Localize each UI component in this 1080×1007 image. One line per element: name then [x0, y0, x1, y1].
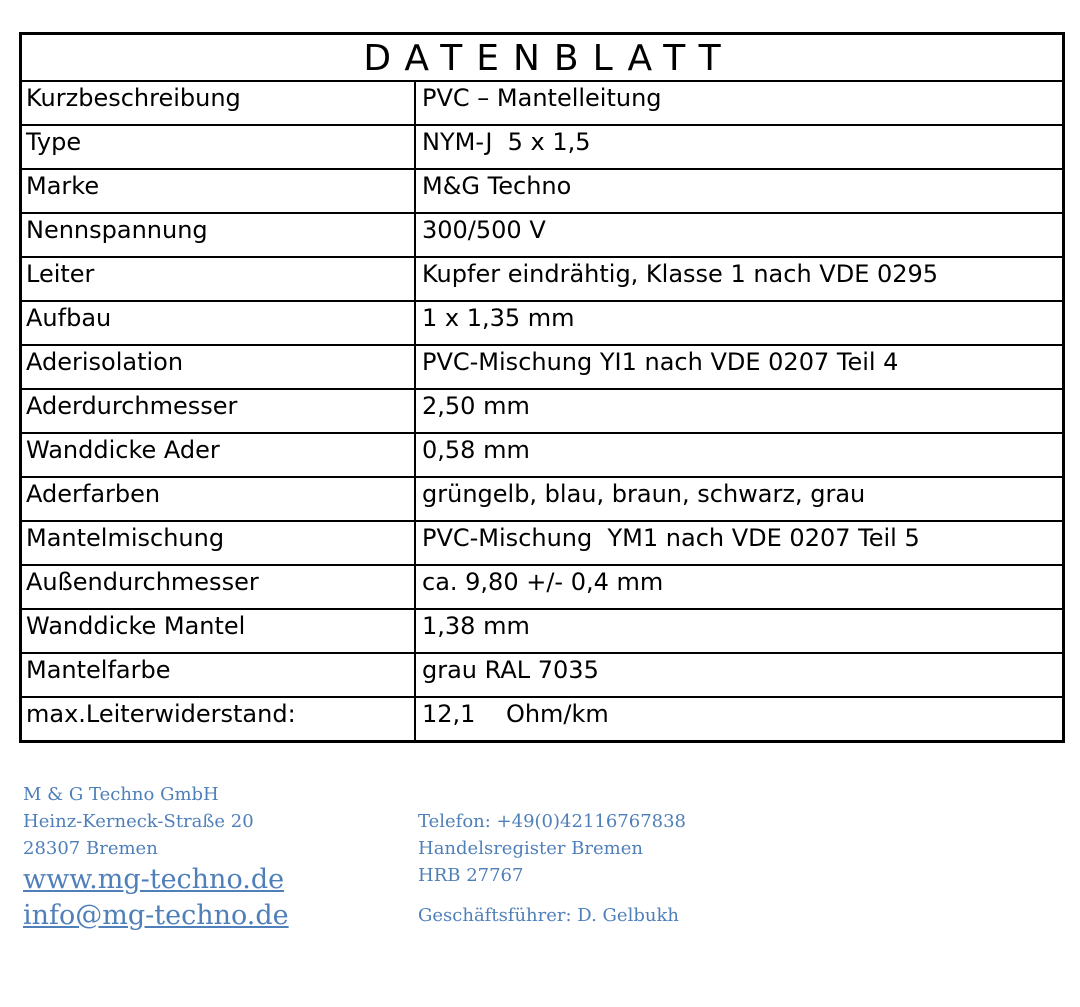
spec-row [22, 82, 1062, 125]
email-link[interactable]: info@mg-techno.de [23, 900, 289, 931]
spec-row [22, 257, 1062, 301]
datasheet-title: DATENBLATT [22, 35, 1062, 82]
spec-value: 1,38 mm [415, 609, 1062, 653]
spec-label: Außendurchmesser [22, 565, 415, 609]
spec-value: PVC-Mischung YM1 nach VDE 0207 Teil 5 [415, 521, 1062, 565]
spec-row [22, 565, 1062, 609]
website-link[interactable]: www.mg-techno.de [23, 864, 285, 895]
spec-value: PVC – Mantelleitung [422, 84, 662, 112]
spec-row [22, 125, 1062, 169]
spec-row [22, 389, 1062, 433]
spec-label: Mantelmischung [22, 521, 415, 565]
company-city: 28307 Bremen [23, 838, 158, 859]
footer-contact-left [23, 781, 289, 934]
spec-label: Wanddicke Ader [22, 433, 415, 477]
spec-label: Kurzbeschreibung [22, 82, 415, 125]
hrb-number: HRB 27767 [418, 865, 524, 886]
spec-value: 300/500 V [415, 213, 1062, 257]
spec-label: Wanddicke Mantel [22, 609, 415, 653]
spec-row [22, 477, 1062, 521]
spec-label: Marke [22, 169, 415, 213]
spec-label: Aufbau [22, 301, 415, 345]
spec-value: grüngelb, blau, braun, schwarz, grau [415, 477, 1062, 521]
spec-label: max.Leiterwiderstand: [22, 697, 415, 740]
spec-value: M&G Techno [415, 169, 1062, 213]
spec-table [22, 82, 1062, 740]
phone-number: Telefon: +49(0)42116767838 [418, 811, 687, 832]
spec-row [22, 345, 1062, 389]
spec-row [22, 169, 1062, 213]
spec-value: NYM-J 5 x 1,5 [415, 125, 1062, 169]
spec-value: 2,50 mm [415, 389, 1062, 433]
company-name: M & G Techno GmbH [23, 784, 219, 805]
datasheet-table-frame [19, 32, 1065, 743]
footer-contact-right [418, 808, 686, 929]
managing-director: Geschäftsführer: D. Gelbukh [418, 905, 679, 926]
spec-value: Kupfer eindrähtig, Klasse 1 nach VDE 0295 [415, 257, 1062, 301]
spec-value: 12,1 Ohm/km [415, 697, 1062, 740]
spec-label: Aderdurchmesser [22, 389, 415, 433]
spec-value: ca. 9,80 +/- 0,4 mm [415, 565, 1062, 609]
spec-row [22, 609, 1062, 653]
spec-value: 1 x 1,35 mm [415, 301, 1062, 345]
spec-row [22, 653, 1062, 697]
spec-value: 0,58 mm [415, 433, 1062, 477]
spec-row [22, 433, 1062, 477]
spec-row [22, 213, 1062, 257]
trade-register: Handelsregister Bremen [418, 838, 643, 859]
spec-label: Leiter [22, 257, 415, 301]
spec-label: Aderisolation [22, 345, 415, 389]
spec-label: Aderfarben [22, 477, 415, 521]
spec-value: grau RAL 7035 [415, 653, 1062, 697]
spec-label: Type [22, 125, 415, 169]
spec-row [22, 521, 1062, 565]
spec-row [22, 697, 1062, 740]
spec-label: Nennspannung [22, 213, 415, 257]
spec-value: PVC-Mischung YI1 nach VDE 0207 Teil 4 [415, 345, 1062, 389]
spec-row [22, 301, 1062, 345]
spec-table-body [22, 82, 1062, 740]
company-street: Heinz-Kerneck-Straße 20 [23, 811, 254, 832]
spec-label: Mantelfarbe [22, 653, 415, 697]
